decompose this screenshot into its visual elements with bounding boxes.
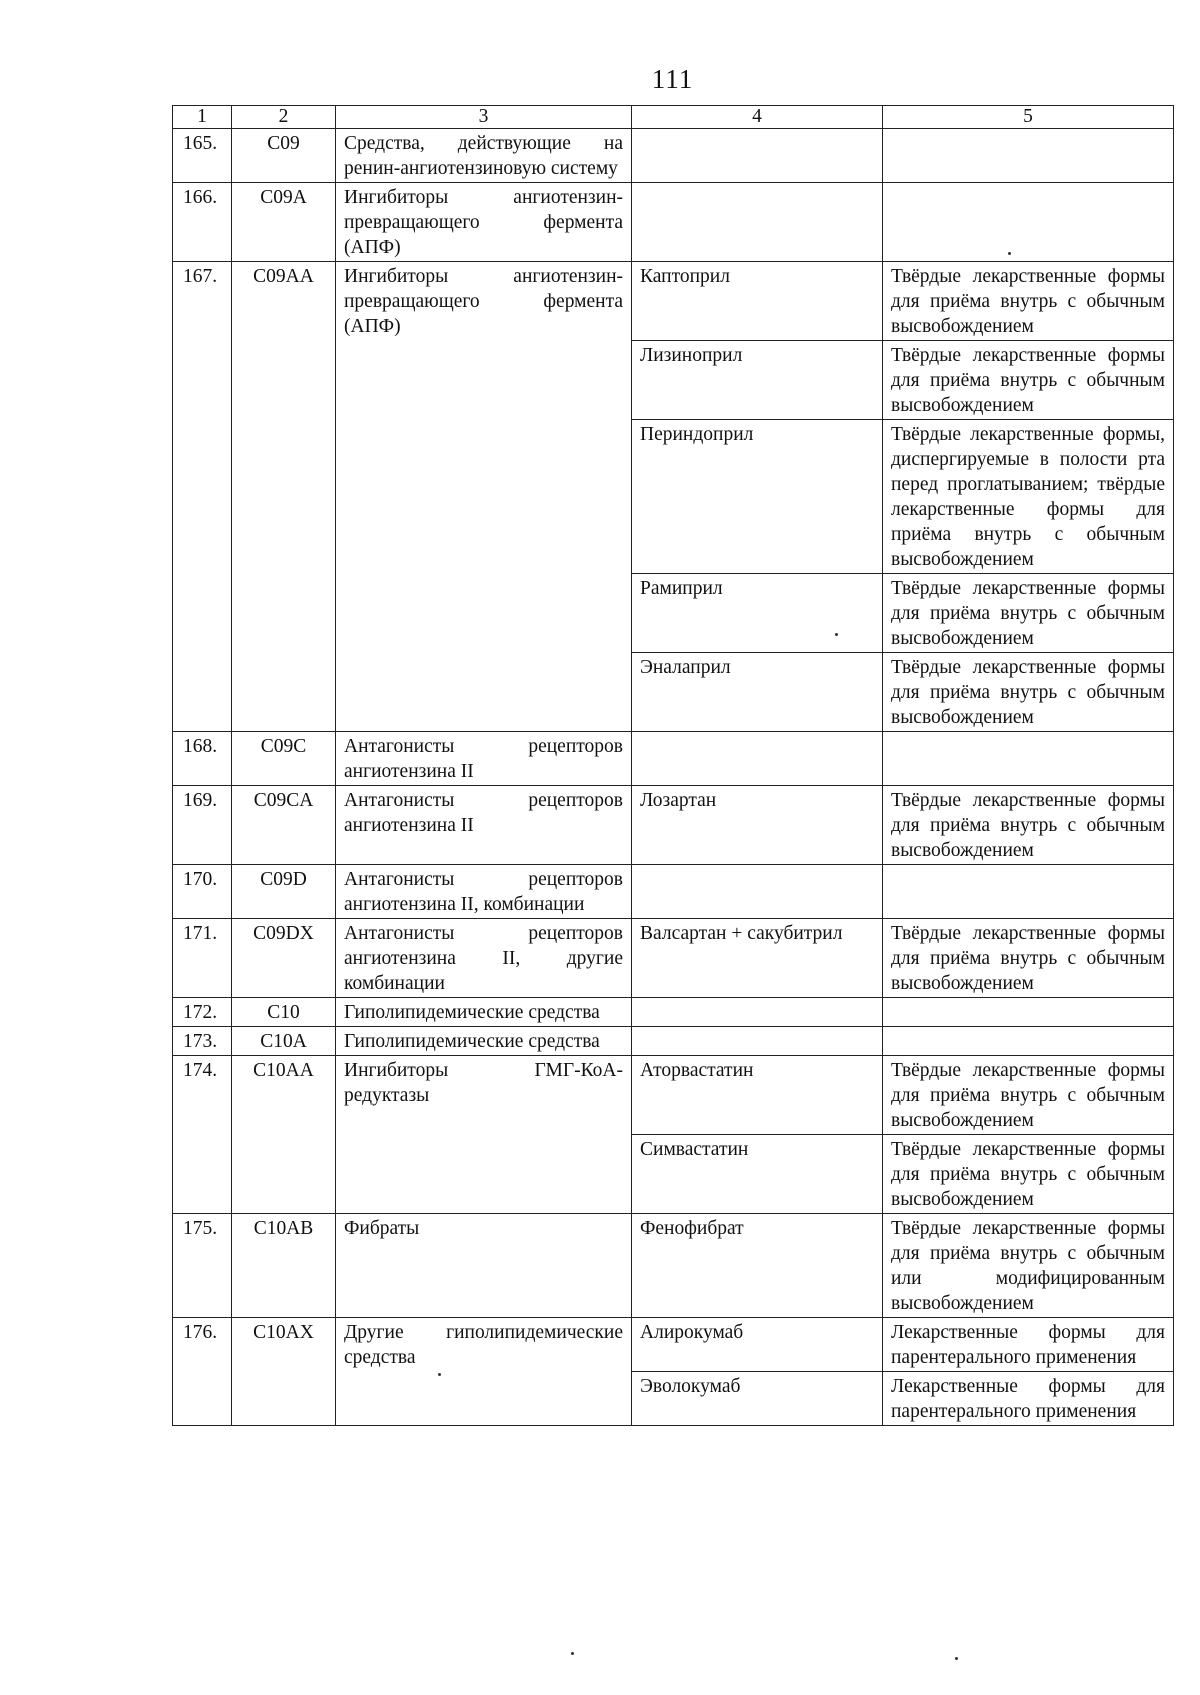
drug-name: Рамиприл	[632, 574, 883, 653]
dosage-form: Твёрдые лекарственные формы для приёма внутрь с обычным высвобождением	[883, 262, 1174, 341]
row-number: 169.	[173, 786, 232, 865]
atc-code: C09	[232, 129, 336, 183]
table-row	[173, 1318, 1174, 1372]
atc-code: C09CA	[232, 786, 336, 865]
table-row	[173, 262, 1174, 341]
dosage-form: Твёрдые лекарственные формы для приёма внутрь с обычным высвобождением	[883, 1135, 1174, 1214]
scan-dot	[1008, 252, 1011, 255]
table-row	[173, 1056, 1174, 1135]
dosage-form: Твёрдые лекарственные формы, диспергируемые в полости рта перед проглатыванием; твёрдые лекарственные формы для приёма внутрь с обычным высвобождением	[883, 420, 1174, 574]
group-name: Ингибиторы ангиотензин-превращающего фермента (АПФ)	[336, 262, 632, 732]
atc-code: C10A	[232, 1027, 336, 1056]
atc-code: C10AB	[232, 1214, 336, 1318]
table-row	[173, 183, 1174, 262]
drug-name-empty	[632, 998, 883, 1027]
drug-name: Фенофибрат	[632, 1214, 883, 1318]
atc-code: C10AX	[232, 1318, 336, 1426]
group-name: Другие гиполипидемические средства	[336, 1318, 632, 1426]
row-number: 166.	[173, 183, 232, 262]
medication-list-table	[172, 105, 1174, 1426]
drug-name: Эволокумаб	[632, 1372, 883, 1426]
drug-name-empty	[632, 1027, 883, 1056]
dosage-form: Твёрдые лекарственные формы для приёма внутрь с обычным высвобождением	[883, 341, 1174, 420]
table-row	[173, 786, 1174, 865]
dosage-form-empty	[883, 998, 1174, 1027]
scan-dot	[955, 1657, 958, 1660]
atc-code: C10AA	[232, 1056, 336, 1214]
table-row	[173, 1214, 1174, 1318]
group-name: Фибраты	[336, 1214, 632, 1318]
atc-code: C09C	[232, 732, 336, 786]
group-name: Средства, действующие на ренин-ангиотензиновую систему	[336, 129, 632, 183]
row-number: 165.	[173, 129, 232, 183]
row-number: 167.	[173, 262, 232, 732]
drug-name-empty	[632, 865, 883, 919]
dosage-form: Твёрдые лекарственные формы для приёма внутрь с обычным высвобождением	[883, 574, 1174, 653]
atc-code: C10	[232, 998, 336, 1027]
drug-name: Периндоприл	[632, 420, 883, 574]
drug-name: Валсартан + сакубитрил	[632, 919, 883, 998]
table-row	[173, 998, 1174, 1027]
drug-name: Симвастатин	[632, 1135, 883, 1214]
drug-name: Лизиноприл	[632, 341, 883, 420]
drug-name-empty	[632, 183, 883, 262]
drug-name: Лозартан	[632, 786, 883, 865]
dosage-form-empty	[883, 865, 1174, 919]
column-header: 4	[632, 106, 883, 129]
column-header: 1	[173, 106, 232, 129]
dosage-form: Твёрдые лекарственные формы для приёма внутрь с обычным высвобождением	[883, 919, 1174, 998]
drug-name: Алирокумаб	[632, 1318, 883, 1372]
atc-code: C09A	[232, 183, 336, 262]
dosage-form: Твёрдые лекарственные формы для приёма внутрь с обычным высвобождением	[883, 786, 1174, 865]
row-number: 172.	[173, 998, 232, 1027]
column-header: 2	[232, 106, 336, 129]
group-name: Ингибиторы ГМГ-КоА-редуктазы	[336, 1056, 632, 1214]
row-number: 171.	[173, 919, 232, 998]
row-number: 173.	[173, 1027, 232, 1056]
dosage-form-empty	[883, 183, 1174, 262]
drug-name-empty	[632, 129, 883, 183]
table-header-row	[173, 106, 1174, 129]
row-number: 168.	[173, 732, 232, 786]
group-name: Антагонисты рецепторов ангиотензина II	[336, 786, 632, 865]
group-name: Антагонисты рецепторов ангиотензина II, комбинации	[336, 865, 632, 919]
dosage-form: Лекарственные формы для парентерального применения	[883, 1372, 1174, 1426]
scan-dot	[571, 1652, 574, 1655]
row-number: 176.	[173, 1318, 232, 1426]
dosage-form-empty	[883, 732, 1174, 786]
column-header: 3	[336, 106, 632, 129]
drug-name-empty	[632, 732, 883, 786]
scan-dot	[438, 1373, 441, 1376]
scan-dot	[835, 633, 838, 636]
group-name: Ингибиторы ангиотензин-превращающего фермента (АПФ)	[336, 183, 632, 262]
dosage-form: Твёрдые лекарственные формы для приёма внутрь с обычным высвобождением	[883, 1056, 1174, 1135]
row-number: 175.	[173, 1214, 232, 1318]
drug-name: Аторвастатин	[632, 1056, 883, 1135]
atc-code: C09DX	[232, 919, 336, 998]
atc-code: C09D	[232, 865, 336, 919]
column-header: 5	[883, 106, 1174, 129]
group-name: Антагонисты рецепторов ангиотензина II, другие комбинации	[336, 919, 632, 998]
dosage-form: Твёрдые лекарственные формы для приёма внутрь с обычным или модифицированным высвобождением	[883, 1214, 1174, 1318]
drug-name: Каптоприл	[632, 262, 883, 341]
dosage-form: Твёрдые лекарственные формы для приёма внутрь с обычным высвобождением	[883, 653, 1174, 732]
table-row	[173, 732, 1174, 786]
table-row	[173, 919, 1174, 998]
dosage-form-empty	[883, 1027, 1174, 1056]
page-number: 111	[651, 64, 694, 94]
group-name: Антагонисты рецепторов ангиотензина II	[336, 732, 632, 786]
atc-code: C09AA	[232, 262, 336, 732]
dosage-form: Лекарственные формы для парентерального применения	[883, 1318, 1174, 1372]
dosage-form-empty	[883, 129, 1174, 183]
group-name: Гиполипидемические средства	[336, 998, 632, 1027]
row-number: 174.	[173, 1056, 232, 1214]
group-name: Гиполипидемические средства	[336, 1027, 632, 1056]
table-row	[173, 129, 1174, 183]
table-row	[173, 1027, 1174, 1056]
row-number: 170.	[173, 865, 232, 919]
table-row	[173, 865, 1174, 919]
drug-name: Эналаприл	[632, 653, 883, 732]
